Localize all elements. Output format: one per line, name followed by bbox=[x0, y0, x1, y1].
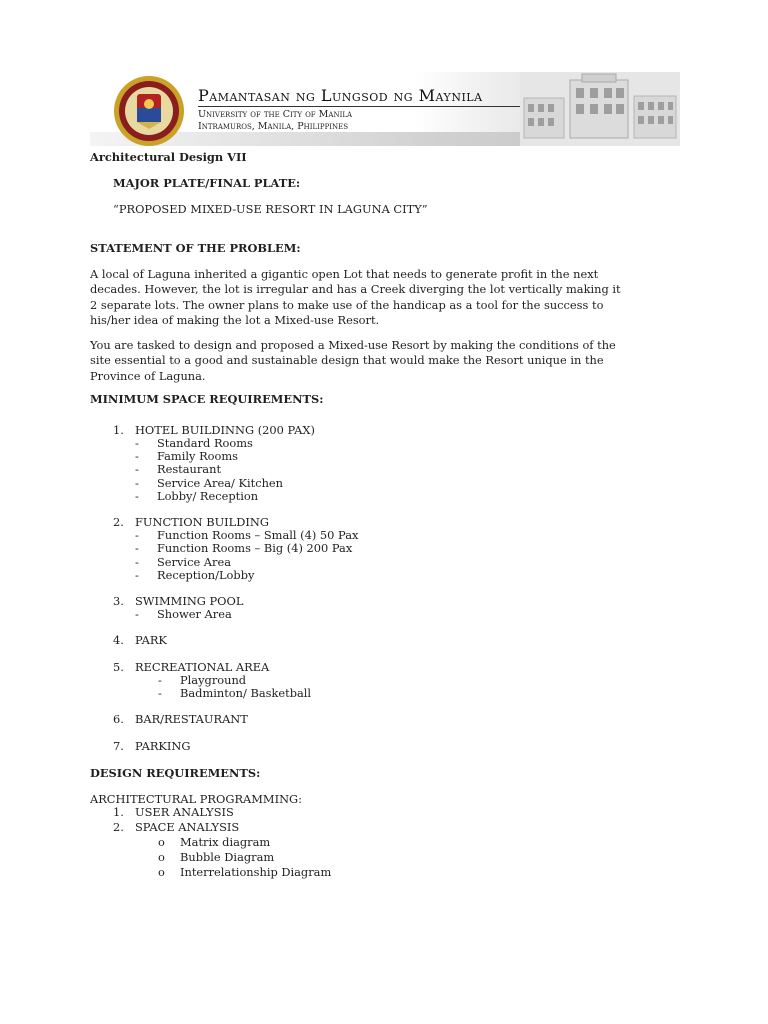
list-bullet: o bbox=[158, 835, 165, 849]
list-item: HOTEL BUILDINNG (200 PAX) bbox=[135, 423, 315, 437]
programming-label: ARCHITECTURAL PROGRAMMING: bbox=[90, 792, 302, 806]
list-item: PARK bbox=[135, 633, 167, 647]
paragraph-line: A local of Laguna inherited a gigantic open Lot that needs to generate profit in the next bbox=[90, 267, 599, 281]
paragraph-line: site essential to a good and sustainable design that would make the Resort unique in the bbox=[90, 353, 604, 368]
list-dash: - bbox=[135, 568, 139, 582]
list-subitem: Standard Rooms bbox=[157, 436, 253, 450]
plate-label: MAJOR PLATE/FINAL PLATE: bbox=[113, 176, 301, 190]
paragraph-line: his/her idea of making the lot a Mixed-use Resort. bbox=[90, 312, 380, 327]
list-subitem: Badminton/ Basketball bbox=[180, 686, 312, 700]
list-subitem: Reception/Lobby bbox=[157, 568, 255, 582]
paragraph-line: Province of Laguna. bbox=[90, 368, 206, 383]
header-rule bbox=[198, 106, 528, 107]
university-header bbox=[90, 72, 680, 146]
list-number: 5. bbox=[113, 660, 124, 674]
paragraph-line: decades. However, the lot is irregular and has a Creek diverging the lot vertically making it bbox=[90, 282, 621, 297]
list-number: 2. bbox=[113, 820, 124, 834]
list-number: 1. bbox=[113, 805, 124, 819]
list-item: SPACE ANALYSIS bbox=[135, 820, 240, 834]
list-bullet: o bbox=[158, 850, 165, 864]
project-title: “PROPOSED MIXED-USE RESORT IN LAGUNA CITY” bbox=[113, 202, 428, 216]
list-item: RECREATIONAL AREA bbox=[135, 660, 270, 674]
list-dash: - bbox=[135, 476, 139, 490]
list-item: FUNCTION BUILDING bbox=[135, 515, 269, 529]
list-number: 3. bbox=[113, 594, 124, 608]
space-requirements-heading: MINIMUM SPACE REQUIREMENTS: bbox=[90, 392, 324, 406]
problem-paragraph-2 bbox=[90, 338, 690, 384]
list-dash: - bbox=[135, 541, 139, 555]
list-subitem: Playground bbox=[180, 673, 247, 687]
course-title: Architectural Design VII bbox=[90, 150, 247, 164]
paragraph-line: 2 separate lots. The owner plans to make use of the handicap as a tool for the success to bbox=[90, 297, 604, 312]
university-address: Intramuros, Manila, Philippines bbox=[198, 121, 349, 132]
list-dash: - bbox=[158, 686, 162, 700]
paragraph-line: You are tasked to design and proposed a Mixed-use Resort by making the conditions of the bbox=[90, 338, 616, 352]
university-name: Pamantasan ng Lungsod ng Maynila bbox=[198, 86, 483, 105]
list-dash: - bbox=[135, 607, 139, 621]
list-item: SWIMMING POOL bbox=[135, 594, 244, 608]
list-number: 4. bbox=[113, 633, 124, 647]
list-dash: - bbox=[135, 528, 139, 542]
list-dash: - bbox=[135, 462, 139, 476]
list-subitem: Family Rooms bbox=[157, 449, 239, 463]
list-subitem: Service Area/ Kitchen bbox=[157, 476, 283, 490]
list-number: 7. bbox=[113, 739, 124, 753]
list-subitem: Restaurant bbox=[157, 462, 222, 476]
list-dash: - bbox=[135, 489, 139, 503]
university-english-name: University of the City of Manila bbox=[198, 109, 353, 120]
list-subitem: Interrelationship Diagram bbox=[180, 865, 332, 879]
university-seal-icon bbox=[112, 74, 186, 146]
list-number: 1. bbox=[113, 423, 124, 437]
list-subitem: Function Rooms – Big (4) 200 Pax bbox=[157, 541, 353, 555]
list-bullet: o bbox=[158, 865, 165, 879]
list-number: 2. bbox=[113, 515, 124, 529]
list-subitem: Bubble Diagram bbox=[180, 850, 275, 864]
list-number: 6. bbox=[113, 712, 124, 726]
list-item: USER ANALYSIS bbox=[135, 805, 234, 819]
list-dash: - bbox=[158, 673, 162, 687]
list-subitem: Service Area bbox=[157, 555, 232, 569]
list-subitem: Matrix diagram bbox=[180, 835, 271, 849]
list-subitem: Function Rooms – Small (4) 50 Pax bbox=[157, 528, 359, 542]
problem-paragraph-1 bbox=[90, 267, 690, 328]
building-photo-icon bbox=[520, 72, 680, 146]
list-item: BAR/RESTAURANT bbox=[135, 712, 248, 726]
list-subitem: Shower Area bbox=[157, 607, 232, 621]
design-requirements-heading: DESIGN REQUIREMENTS: bbox=[90, 766, 261, 780]
list-subitem: Lobby/ Reception bbox=[157, 489, 259, 503]
list-dash: - bbox=[135, 449, 139, 463]
list-dash: - bbox=[135, 555, 139, 569]
list-item: PARKING bbox=[135, 739, 191, 753]
list-dash: - bbox=[135, 436, 139, 450]
problem-heading: STATEMENT OF THE PROBLEM: bbox=[90, 241, 301, 255]
